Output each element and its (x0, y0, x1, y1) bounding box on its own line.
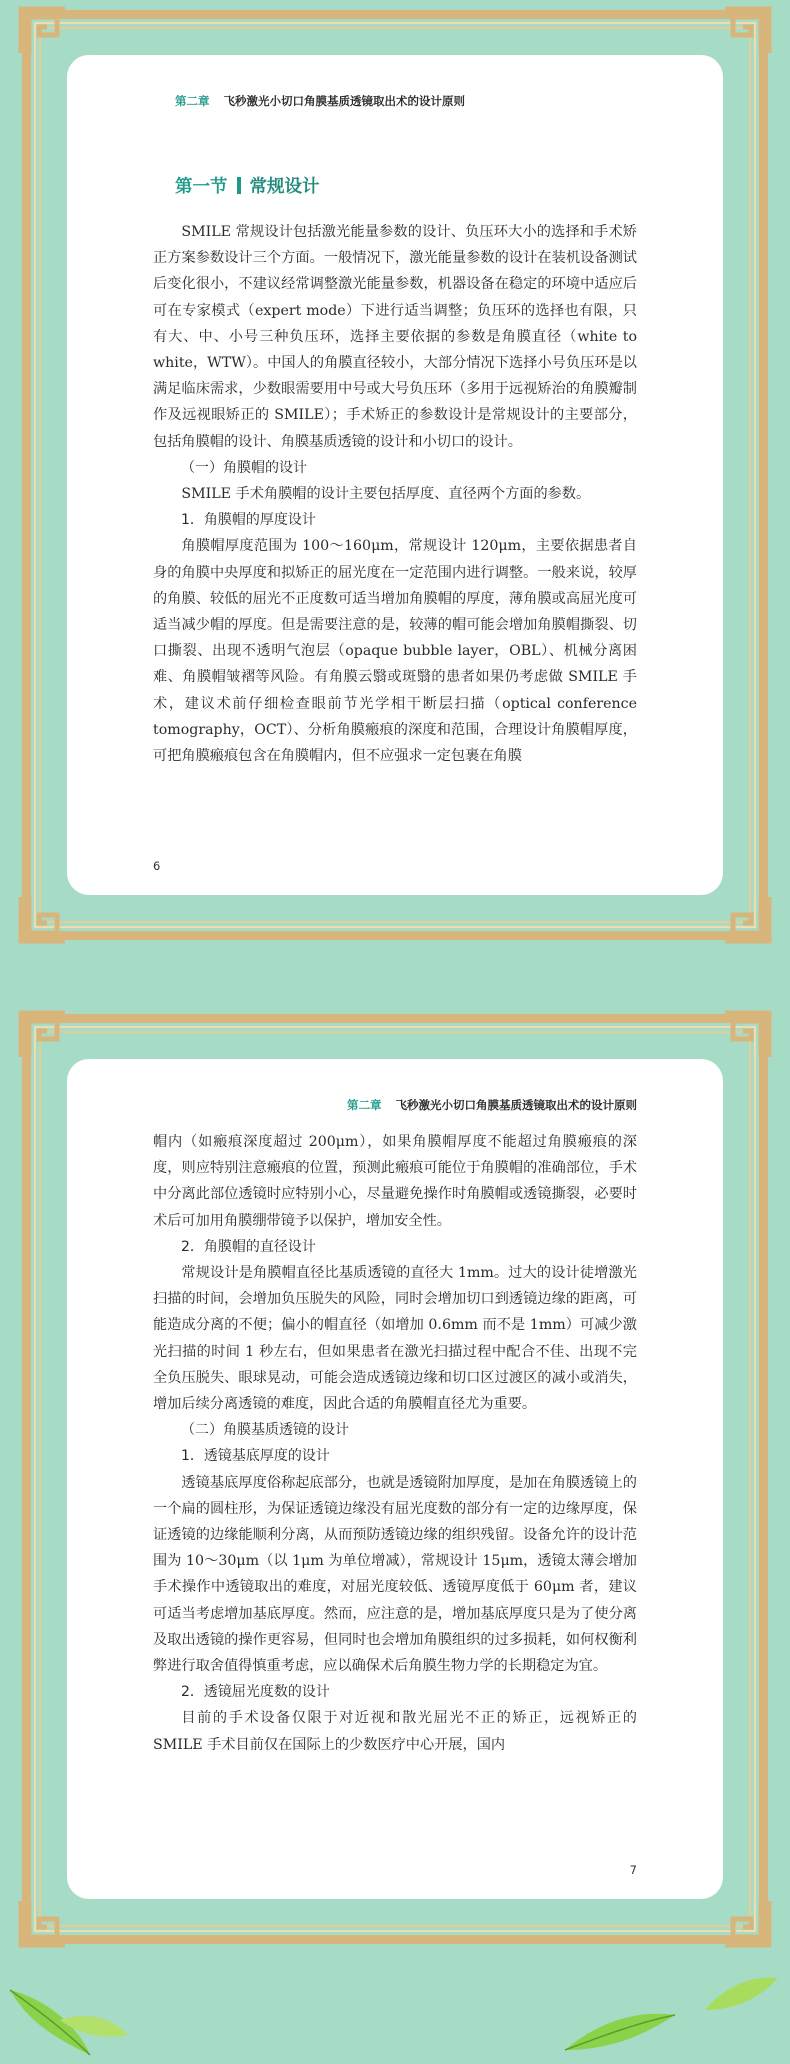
subheading: （一）角膜帽的设计 (181, 459, 307, 476)
fret-corner-icon (17, 893, 69, 945)
paragraph: 常规设计是角膜帽直径比基质透镜的直径大 1mm。过大的设计徒增激光扫描的时间，会增加负压脱失的风险，同时会增加切口到透镜边缘的距离，可能造成分离的不便；偏小的帽直径（如增加 0.6mm 而不是 1mm）可减少激光扫描的时间 1 秒左右，但如果患者在激光扫描过程中配合不佳、出现不完全负压脱失、眼球晃动，可能会造成透镜边缘和切口区过渡区的减小或消失，增加后续分离透镜的难度，因此合适的角膜帽直径尤为重要。 (153, 1265, 637, 1413)
running-head (175, 93, 465, 109)
subheading: 2．角膜帽的直径设计 (181, 1238, 316, 1255)
paragraph: 目前的手术设备仅限于对近视和散光屈光不正的矫正，远视矫正的 SMILE 手术目前仅在国际上的少数医疗中心开展，国内 (153, 1710, 637, 1753)
page-6-body (153, 219, 637, 769)
fret-corner-icon (17, 1897, 69, 1949)
leaf-decoration-icon (700, 1970, 780, 2020)
running-head-chapter: 第二章 (347, 1098, 382, 1112)
page-7-body (153, 1129, 637, 1758)
section-name: 常规设计 (249, 177, 320, 197)
running-head (347, 1097, 637, 1113)
page-frame-1 (22, 10, 768, 940)
page-number: 7 (629, 1863, 637, 1877)
running-head-title: 飞秒激光小切口角膜基质透镜取出术的设计原则 (223, 94, 465, 108)
fret-corner-icon (17, 5, 69, 57)
paragraph: 透镜基底厚度俗称起底部分，也就是透镜附加厚度，是加在角膜透镜上的一个扁的圆柱形，为保证透镜边缘没有屈光度数的部分有一定的边缘厚度，保证透镜的边缘能顺利分离，从而预防透镜边缘的组织残留。设备允许的设计范围为 10～30μm（以 1μm 为单位增减），常规设计 15μm，透镜太薄会增加手术操作中透镜取出的难度，对屈光度较低、透镜厚度低于 60μm 者，建议可适当考虑增加基底厚度。然而，应注意的是，增加基底厚度只是为了使分离及取出透镜的操作更容易，但同时也会增加角膜组织的过多损耗，如何权衡利弊进行取舍值得慎重考虑，应以确保术后角膜生物力学的长期稳定为宜。 (153, 1474, 637, 1675)
fret-corner-icon (17, 1009, 69, 1061)
subheading: 1．角膜帽的厚度设计 (181, 512, 316, 529)
page-frame-2 (22, 1014, 768, 1944)
book-page-6 (67, 55, 723, 895)
fret-corner-icon (721, 1897, 773, 1949)
paragraph: SMILE 手术角膜帽的设计主要包括厚度、直径两个方面的参数。 (181, 486, 591, 503)
running-head-chapter: 第二章 (175, 94, 210, 108)
paragraph: 角膜帽厚度范围为 100～160μm，常规设计 120μm，主要依据患者自身的角膜中央厚度和拟矫正的屈光度在一定范围内进行调整。一般来说，较厚的角膜、较低的屈光不正度数可适当增加角膜帽的厚度，薄角膜或高屈光度可适当减少帽的厚度。但是需要注意的是，较薄的帽可能会增加角膜帽撕裂、切口撕裂、出现不透明气泡层（opaque bubble layer，OBL）、机械分离困难、角膜帽皱褶等风险。有角膜云翳或斑翳的患者如果仍考虑做 SMILE 手术，建议术前仔细检查眼前节光学相干断层扫描（optical conference tomography，OCT）、分析角膜瘢痕的深度和范围，合理设计角膜帽厚度，可把角膜瘢痕包含在角膜帽内，但不应强求一定包裹在角膜 (153, 538, 637, 765)
section-divider (237, 177, 241, 194)
leaf-decoration-icon (0, 1980, 130, 2060)
section-number: 第一节 (175, 177, 228, 197)
paragraph: SMILE 常规设计包括激光能量参数的设计、负压环大小的选择和手术矫正方案参数设计三个方面。一般情况下，激光能量参数的设计在装机设备测试后变化很小，不建议经常调整激光能量参数，机器设备在稳定的环境中适应后可在专家模式（expert mode）下进行适当调整；负压环的选择也有限，只有大、中、小号三种负压环，选择主要依据的参数是角膜直径（white to white，WTW）。中国人的角膜直径较小，大部分情况下选择小号负压环是以满足临床需求，少数眼需要用中号或大号负压环（多用于远视矫治的角膜瓣制作及远视眼矫正的 SMILE）；手术矫正的参数设计是常规设计的主要部分，包括角膜帽的设计、角膜基质透镜的设计和小切口的设计。 (153, 224, 637, 450)
running-head-title: 飞秒激光小切口角膜基质透镜取出术的设计原则 (395, 1098, 637, 1112)
fret-corner-icon (721, 893, 773, 945)
fret-corner-icon (721, 5, 773, 57)
leaf-decoration-icon (560, 2000, 680, 2060)
section-title (175, 173, 320, 198)
fret-corner-icon (721, 1009, 773, 1061)
subheading: （二）角膜基质透镜的设计 (181, 1422, 349, 1439)
subheading: 1．透镜基底厚度的设计 (181, 1448, 330, 1465)
page-number: 6 (153, 859, 161, 873)
book-page-7 (67, 1059, 723, 1899)
paragraph: 帽内（如瘢痕深度超过 200μm），如果角膜帽厚度不能超过角膜瘢痕的深度，则应特别注意瘢痕的位置，预测此瘢痕可能位于角膜帽的准确部位，手术中分离此部位透镜时应特别小心，尽量避免操作时角膜帽或透镜撕裂，必要时术后可加用角膜绷带镜予以保护，增加安全性。 (153, 1134, 637, 1229)
subheading: 2．透镜屈光度数的设计 (181, 1684, 330, 1701)
